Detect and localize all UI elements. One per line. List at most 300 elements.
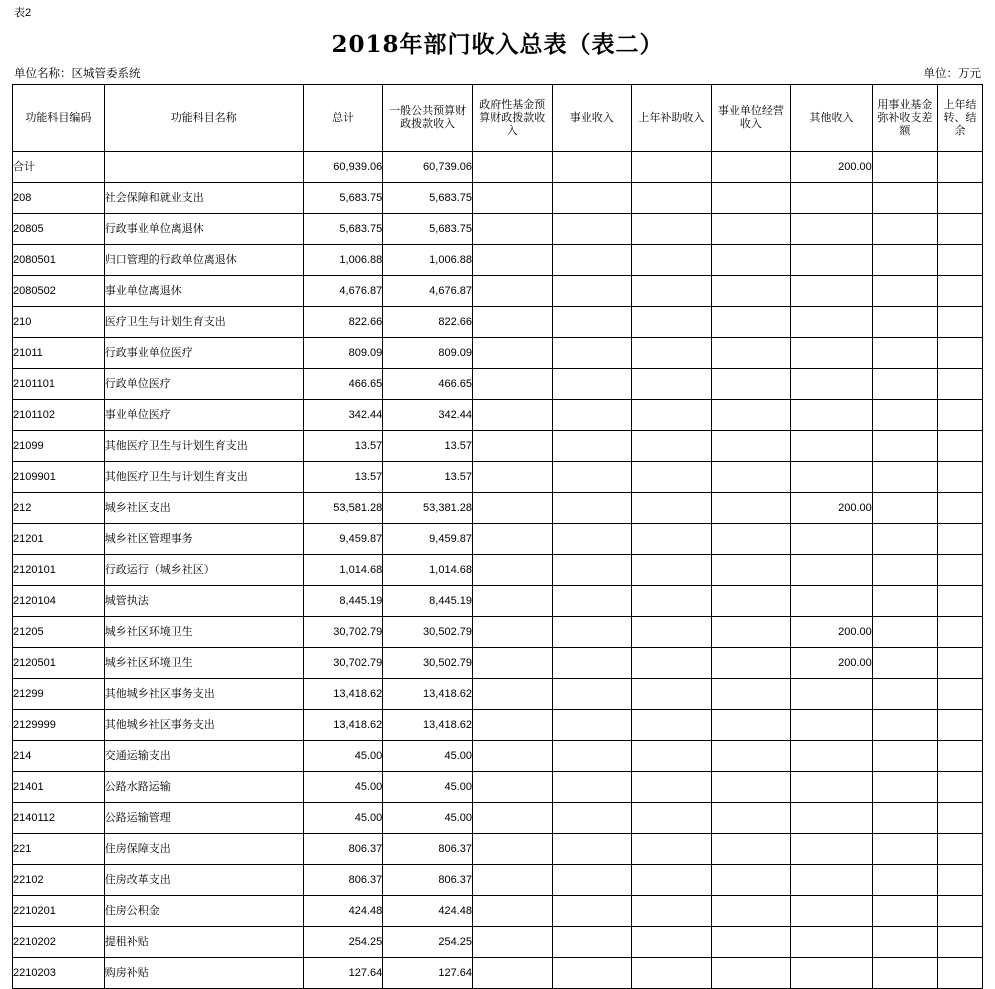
cell-prev-subsidy [632, 927, 712, 958]
cell-gov-fund [472, 369, 552, 400]
cell-business-operating [711, 834, 791, 865]
cell-prev-carryover [938, 276, 983, 307]
table-row [13, 183, 983, 214]
column-header-c2: 总计 [303, 85, 383, 152]
cell-fund-offset [872, 679, 937, 710]
cell-other-income [791, 586, 873, 617]
cell-function-name: 行政运行（城乡社区） [104, 555, 303, 586]
cell-prev-subsidy [632, 214, 712, 245]
cell-other-income [791, 276, 873, 307]
column-header-c1: 功能科目名称 [104, 85, 303, 152]
cell-fund-offset [872, 245, 937, 276]
table-row [13, 276, 983, 307]
cell-function-code: 2210201 [13, 896, 105, 927]
cell-business-operating [711, 586, 791, 617]
cell-prev-carryover [938, 555, 983, 586]
cell-general-budget: 8,445.19 [383, 586, 473, 617]
cell-prev-carryover [938, 214, 983, 245]
cell-other-income [791, 307, 873, 338]
cell-business-income [552, 555, 632, 586]
cell-total: 45.00 [303, 803, 383, 834]
cell-business-income [552, 927, 632, 958]
cell-function-code: 2120104 [13, 586, 105, 617]
cell-prev-carryover [938, 152, 983, 183]
cell-general-budget: 9,459.87 [383, 524, 473, 555]
meta-row [12, 65, 983, 84]
cell-fund-offset [872, 586, 937, 617]
table-row [13, 493, 983, 524]
cell-function-code: 212 [13, 493, 105, 524]
cell-other-income [791, 555, 873, 586]
cell-business-income [552, 369, 632, 400]
cell-general-budget: 424.48 [383, 896, 473, 927]
cell-fund-offset [872, 772, 937, 803]
table-row [13, 803, 983, 834]
cell-business-operating [711, 400, 791, 431]
cell-function-name: 交通运输支出 [104, 741, 303, 772]
cell-gov-fund [472, 152, 552, 183]
cell-general-budget: 30,502.79 [383, 648, 473, 679]
cell-function-code: 2101102 [13, 400, 105, 431]
budget-income-table [12, 84, 983, 989]
table-row [13, 555, 983, 586]
sheet-tag: 表2 [14, 7, 32, 19]
cell-prev-subsidy [632, 524, 712, 555]
cell-prev-subsidy [632, 152, 712, 183]
cell-business-income [552, 214, 632, 245]
cell-fund-offset [872, 307, 937, 338]
cell-prev-subsidy [632, 679, 712, 710]
cell-general-budget: 822.66 [383, 307, 473, 338]
cell-other-income: 200.00 [791, 493, 873, 524]
cell-other-income [791, 741, 873, 772]
cell-fund-offset [872, 431, 937, 462]
table-row [13, 648, 983, 679]
cell-function-code: 21401 [13, 772, 105, 803]
cell-prev-subsidy [632, 493, 712, 524]
column-header-c3: 一般公共预算财政拨款收入 [383, 85, 473, 152]
cell-function-code: 2101101 [13, 369, 105, 400]
cell-business-operating [711, 276, 791, 307]
cell-function-name: 住房改革支出 [104, 865, 303, 896]
cell-function-code: 2140112 [13, 803, 105, 834]
cell-prev-subsidy [632, 617, 712, 648]
table-row [13, 245, 983, 276]
cell-business-operating [711, 896, 791, 927]
cell-prev-subsidy [632, 741, 712, 772]
cell-prev-carryover [938, 741, 983, 772]
cell-prev-carryover [938, 617, 983, 648]
cell-total: 5,683.75 [303, 214, 383, 245]
cell-gov-fund [472, 555, 552, 586]
cell-other-income [791, 338, 873, 369]
cell-prev-carryover [938, 865, 983, 896]
cell-gov-fund [472, 617, 552, 648]
cell-gov-fund [472, 462, 552, 493]
cell-prev-carryover [938, 369, 983, 400]
cell-business-income [552, 896, 632, 927]
cell-prev-subsidy [632, 338, 712, 369]
cell-general-budget: 53,381.28 [383, 493, 473, 524]
cell-prev-subsidy [632, 648, 712, 679]
cell-function-code: 2120501 [13, 648, 105, 679]
cell-fund-offset [872, 896, 937, 927]
cell-business-operating [711, 679, 791, 710]
cell-other-income [791, 710, 873, 741]
cell-function-name: 行政单位医疗 [104, 369, 303, 400]
cell-business-income [552, 524, 632, 555]
cell-function-name: 其他医疗卫生与计划生育支出 [104, 431, 303, 462]
cell-business-operating [711, 958, 791, 989]
cell-business-operating [711, 183, 791, 214]
table-row [13, 400, 983, 431]
cell-function-code: 22102 [13, 865, 105, 896]
cell-total: 4,676.87 [303, 276, 383, 307]
cell-total: 1,014.68 [303, 555, 383, 586]
cell-gov-fund [472, 772, 552, 803]
cell-prev-carryover [938, 834, 983, 865]
cell-business-operating [711, 772, 791, 803]
cell-gov-fund [472, 803, 552, 834]
cell-other-income [791, 803, 873, 834]
cell-function-code: 214 [13, 741, 105, 772]
cell-gov-fund [472, 245, 552, 276]
cell-business-operating [711, 462, 791, 493]
cell-prev-carryover [938, 586, 983, 617]
cell-business-operating [711, 152, 791, 183]
cell-prev-carryover [938, 245, 983, 276]
table-row [13, 586, 983, 617]
cell-function-name: 其他医疗卫生与计划生育支出 [104, 462, 303, 493]
cell-prev-subsidy [632, 772, 712, 803]
cell-general-budget: 5,683.75 [383, 183, 473, 214]
cell-function-name: 城乡社区环境卫生 [104, 648, 303, 679]
cell-prev-carryover [938, 803, 983, 834]
cell-fund-offset [872, 803, 937, 834]
cell-other-income [791, 183, 873, 214]
cell-function-code: 210 [13, 307, 105, 338]
cell-prev-carryover [938, 896, 983, 927]
unit-name-label: 单位名称：区城管委系统 [14, 68, 141, 80]
cell-other-income [791, 927, 873, 958]
cell-prev-subsidy [632, 896, 712, 927]
cell-function-code: 208 [13, 183, 105, 214]
cell-other-income [791, 958, 873, 989]
cell-business-operating [711, 369, 791, 400]
cell-business-income [552, 152, 632, 183]
cell-total: 13.57 [303, 431, 383, 462]
cell-gov-fund [472, 276, 552, 307]
cell-prev-subsidy [632, 710, 712, 741]
cell-function-name: 行政事业单位离退休 [104, 214, 303, 245]
column-header-c8: 其他收入 [791, 85, 873, 152]
column-header-c5: 事业收入 [552, 85, 632, 152]
cell-fund-offset [872, 493, 937, 524]
cell-function-name: 住房公积金 [104, 896, 303, 927]
cell-prev-carryover [938, 679, 983, 710]
cell-other-income: 200.00 [791, 152, 873, 183]
cell-function-code: 21205 [13, 617, 105, 648]
cell-business-income [552, 710, 632, 741]
cell-other-income [791, 214, 873, 245]
cell-fund-offset [872, 834, 937, 865]
cell-business-operating [711, 710, 791, 741]
cell-business-operating [711, 307, 791, 338]
cell-function-code: 21201 [13, 524, 105, 555]
cell-other-income [791, 400, 873, 431]
cell-business-income [552, 865, 632, 896]
cell-gov-fund [472, 896, 552, 927]
cell-business-operating [711, 524, 791, 555]
cell-prev-carryover [938, 710, 983, 741]
cell-total: 254.25 [303, 927, 383, 958]
cell-prev-carryover [938, 400, 983, 431]
table-row [13, 524, 983, 555]
cell-function-name: 事业单位医疗 [104, 400, 303, 431]
cell-prev-carryover [938, 183, 983, 214]
cell-business-operating [711, 617, 791, 648]
cell-total: 5,683.75 [303, 183, 383, 214]
cell-other-income: 200.00 [791, 648, 873, 679]
cell-gov-fund [472, 710, 552, 741]
cell-fund-offset [872, 617, 937, 648]
cell-gov-fund [472, 214, 552, 245]
cell-function-code: 221 [13, 834, 105, 865]
cell-other-income [791, 431, 873, 462]
cell-business-income [552, 772, 632, 803]
column-header-c0: 功能科目编码 [13, 85, 105, 152]
cell-total: 806.37 [303, 834, 383, 865]
cell-total: 809.09 [303, 338, 383, 369]
table-row [13, 958, 983, 989]
cell-fund-offset [872, 214, 937, 245]
cell-total: 466.65 [303, 369, 383, 400]
cell-gov-fund [472, 493, 552, 524]
table-row [13, 927, 983, 958]
cell-general-budget: 809.09 [383, 338, 473, 369]
cell-total: 13.57 [303, 462, 383, 493]
cell-general-budget: 45.00 [383, 772, 473, 803]
cell-prev-subsidy [632, 276, 712, 307]
cell-prev-subsidy [632, 400, 712, 431]
cell-business-income [552, 617, 632, 648]
cell-total: 806.37 [303, 865, 383, 896]
cell-function-name: 城乡社区环境卫生 [104, 617, 303, 648]
cell-gov-fund [472, 431, 552, 462]
cell-total: 9,459.87 [303, 524, 383, 555]
cell-business-income [552, 679, 632, 710]
cell-general-budget: 466.65 [383, 369, 473, 400]
cell-function-name: 其他城乡社区事务支出 [104, 679, 303, 710]
cell-total: 13,418.62 [303, 710, 383, 741]
cell-function-name [104, 152, 303, 183]
cell-prev-subsidy [632, 586, 712, 617]
table-row [13, 214, 983, 245]
cell-gov-fund [472, 307, 552, 338]
cell-prev-carryover [938, 648, 983, 679]
cell-prev-carryover [938, 493, 983, 524]
cell-fund-offset [872, 369, 937, 400]
cell-general-budget: 13.57 [383, 431, 473, 462]
cell-gov-fund [472, 958, 552, 989]
table-row [13, 431, 983, 462]
cell-gov-fund [472, 338, 552, 369]
cell-total: 60,939.06 [303, 152, 383, 183]
cell-business-operating [711, 865, 791, 896]
cell-gov-fund [472, 741, 552, 772]
cell-prev-subsidy [632, 865, 712, 896]
cell-function-name: 城管执法 [104, 586, 303, 617]
cell-fund-offset [872, 741, 937, 772]
page-title: 2018年部门收入总表（表二） [331, 31, 664, 58]
table-row [13, 679, 983, 710]
cell-general-budget: 13.57 [383, 462, 473, 493]
cell-function-name: 医疗卫生与计划生育支出 [104, 307, 303, 338]
cell-business-income [552, 648, 632, 679]
cell-function-name: 其他城乡社区事务支出 [104, 710, 303, 741]
cell-other-income: 200.00 [791, 617, 873, 648]
cell-function-code: 2210202 [13, 927, 105, 958]
cell-general-budget: 45.00 [383, 803, 473, 834]
cell-gov-fund [472, 400, 552, 431]
cell-function-name: 公路水路运输 [104, 772, 303, 803]
cell-business-income [552, 493, 632, 524]
column-header-c6: 上年补助收入 [632, 85, 712, 152]
cell-business-income [552, 834, 632, 865]
cell-fund-offset [872, 958, 937, 989]
column-header-c10: 上年结转、结余 [938, 85, 983, 152]
cell-total: 424.48 [303, 896, 383, 927]
cell-business-operating [711, 648, 791, 679]
cell-general-budget: 342.44 [383, 400, 473, 431]
cell-prev-subsidy [632, 183, 712, 214]
column-header-c4: 政府性基金预算财政拨款收入 [472, 85, 552, 152]
cell-general-budget: 45.00 [383, 741, 473, 772]
cell-total: 30,702.79 [303, 648, 383, 679]
cell-total: 13,418.62 [303, 679, 383, 710]
cell-other-income [791, 865, 873, 896]
cell-business-income [552, 400, 632, 431]
cell-function-name: 事业单位离退休 [104, 276, 303, 307]
cell-function-code: 2129999 [13, 710, 105, 741]
cell-total: 53,581.28 [303, 493, 383, 524]
cell-gov-fund [472, 648, 552, 679]
cell-total: 8,445.19 [303, 586, 383, 617]
cell-business-income [552, 803, 632, 834]
cell-fund-offset [872, 927, 937, 958]
cell-prev-subsidy [632, 431, 712, 462]
table-row [13, 617, 983, 648]
table-row [13, 462, 983, 493]
cell-total: 127.64 [303, 958, 383, 989]
cell-function-code: 21299 [13, 679, 105, 710]
table-row [13, 710, 983, 741]
cell-general-budget: 30,502.79 [383, 617, 473, 648]
cell-fund-offset [872, 152, 937, 183]
cell-prev-subsidy [632, 958, 712, 989]
cell-function-name: 公路运输管理 [104, 803, 303, 834]
cell-other-income [791, 834, 873, 865]
cell-other-income [791, 462, 873, 493]
table-row [13, 865, 983, 896]
table-row [13, 369, 983, 400]
cell-general-budget: 254.25 [383, 927, 473, 958]
cell-business-operating [711, 338, 791, 369]
cell-business-operating [711, 214, 791, 245]
cell-gov-fund [472, 865, 552, 896]
cell-prev-subsidy [632, 462, 712, 493]
cell-business-income [552, 276, 632, 307]
cell-business-operating [711, 555, 791, 586]
cell-gov-fund [472, 183, 552, 214]
cell-gov-fund [472, 834, 552, 865]
table-row [13, 307, 983, 338]
cell-prev-subsidy [632, 307, 712, 338]
cell-other-income [791, 524, 873, 555]
cell-business-income [552, 307, 632, 338]
cell-business-income [552, 462, 632, 493]
cell-function-name: 住房保障支出 [104, 834, 303, 865]
cell-prev-carryover [938, 462, 983, 493]
cell-fund-offset [872, 400, 937, 431]
cell-general-budget: 806.37 [383, 834, 473, 865]
column-header-c9: 用事业基金弥补收支差额 [872, 85, 937, 152]
cell-business-operating [711, 493, 791, 524]
cell-fund-offset [872, 183, 937, 214]
cell-prev-carryover [938, 431, 983, 462]
cell-total: 30,702.79 [303, 617, 383, 648]
cell-total: 822.66 [303, 307, 383, 338]
amount-unit-label: 单位：万元 [923, 68, 981, 80]
cell-function-code: 21099 [13, 431, 105, 462]
cell-prev-carryover [938, 772, 983, 803]
cell-general-budget: 806.37 [383, 865, 473, 896]
cell-function-code: 2080501 [13, 245, 105, 276]
cell-general-budget: 60,739.06 [383, 152, 473, 183]
cell-other-income [791, 679, 873, 710]
cell-business-income [552, 741, 632, 772]
cell-other-income [791, 772, 873, 803]
cell-general-budget: 1,014.68 [383, 555, 473, 586]
cell-function-name: 城乡社区支出 [104, 493, 303, 524]
cell-general-budget: 13,418.62 [383, 679, 473, 710]
cell-general-budget: 13,418.62 [383, 710, 473, 741]
cell-total: 45.00 [303, 772, 383, 803]
cell-total: 45.00 [303, 741, 383, 772]
cell-fund-offset [872, 338, 937, 369]
cell-function-name: 提租补贴 [104, 927, 303, 958]
cell-prev-carryover [938, 307, 983, 338]
cell-gov-fund [472, 524, 552, 555]
cell-other-income [791, 369, 873, 400]
cell-business-income [552, 431, 632, 462]
cell-fund-offset [872, 710, 937, 741]
cell-function-code: 21011 [13, 338, 105, 369]
cell-prev-carryover [938, 958, 983, 989]
table-row [13, 152, 983, 183]
cell-general-budget: 5,683.75 [383, 214, 473, 245]
table-row [13, 772, 983, 803]
cell-prev-subsidy [632, 555, 712, 586]
cell-prev-subsidy [632, 369, 712, 400]
cell-gov-fund [472, 679, 552, 710]
cell-function-code: 2120101 [13, 555, 105, 586]
cell-business-operating [711, 741, 791, 772]
cell-business-operating [711, 927, 791, 958]
cell-fund-offset [872, 865, 937, 896]
cell-fund-offset [872, 462, 937, 493]
cell-prev-carryover [938, 338, 983, 369]
